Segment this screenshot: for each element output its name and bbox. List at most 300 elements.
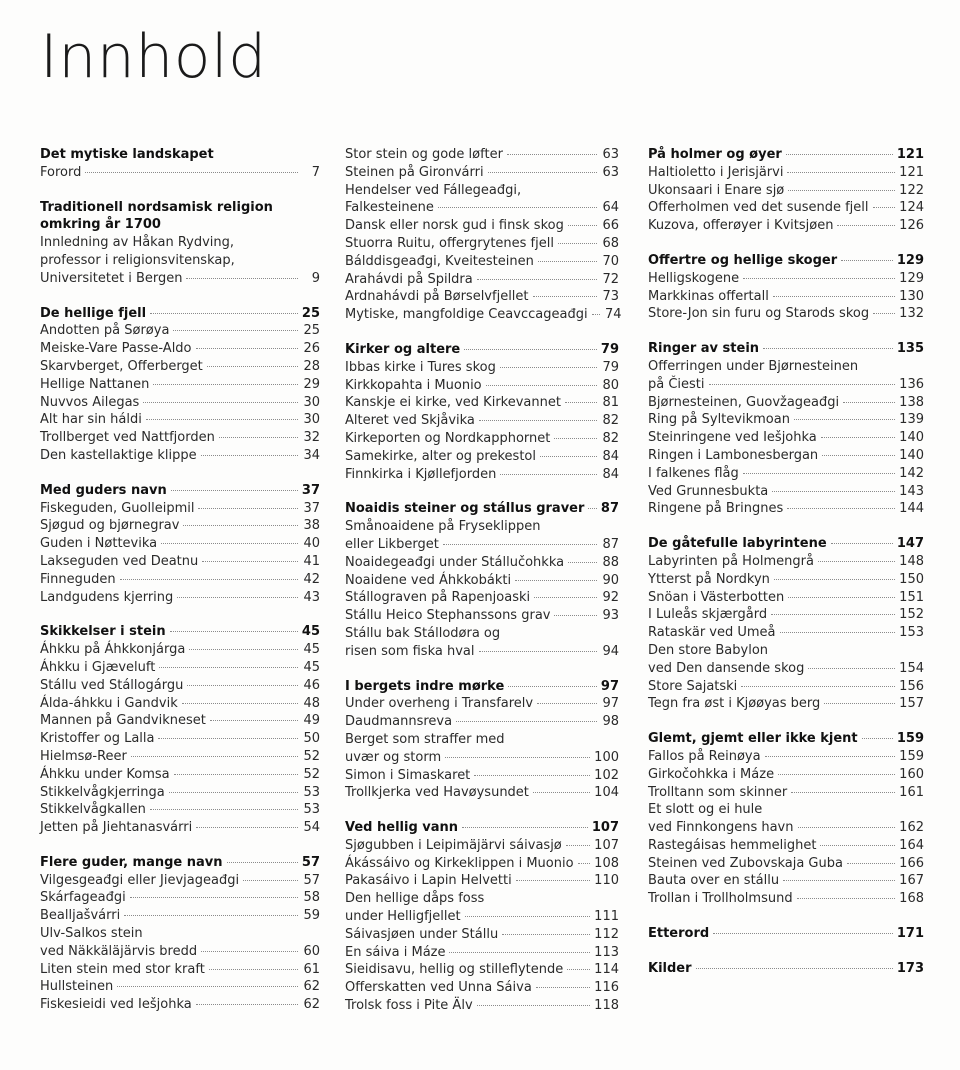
- toc-entry-title: Sáivasjøen under Stállu: [345, 926, 499, 942]
- toc-entry: [40, 978, 320, 996]
- toc-heading: [40, 216, 320, 234]
- toc-entry: [648, 483, 924, 501]
- toc-page-number: 138: [899, 394, 924, 410]
- toc-entry-title: Ulv-Salkos stein: [40, 926, 143, 942]
- dot-leader: [146, 419, 298, 420]
- dot-leader: [488, 172, 597, 173]
- toc-page-number: 122: [899, 182, 924, 198]
- toc-page-number: 110: [594, 873, 619, 889]
- toc-entry: [40, 571, 320, 589]
- toc-entry-title: Ardnahávdi på Børselvfjellet: [345, 289, 529, 305]
- toc-section: [648, 960, 924, 978]
- dot-leader: [196, 1004, 298, 1005]
- dot-leader: [741, 686, 895, 687]
- toc-page-number: 45: [303, 642, 320, 658]
- dot-leader: [831, 543, 893, 544]
- dot-leader: [780, 632, 896, 633]
- toc-heading: [648, 535, 924, 553]
- toc-entry: [345, 890, 619, 908]
- toc-entry-title: Helligskogene: [648, 270, 740, 286]
- toc-entry: [40, 641, 320, 659]
- toc-entry: [648, 376, 924, 394]
- dot-leader: [449, 952, 590, 953]
- dot-leader: [196, 827, 298, 828]
- toc-entry-title: Trollkjerka ved Havøysundet: [345, 785, 529, 801]
- toc-entry: [40, 164, 320, 182]
- toc-page-number: 107: [594, 837, 619, 853]
- toc-entry-title: Flere guder, mange navn: [40, 854, 223, 870]
- toc-page-number: 153: [899, 625, 924, 641]
- dot-leader: [243, 880, 298, 881]
- dot-leader: [537, 703, 597, 704]
- toc-entry-title: Ytterst på Nordkyn: [648, 571, 770, 587]
- toc-entry-title: på Čiesti: [648, 376, 705, 392]
- toc-entry: [345, 944, 619, 962]
- toc-entry-title: Áhkku på Áhkkonjárga: [40, 642, 186, 658]
- toc-page-number: 32: [303, 430, 320, 446]
- toc-entry-title: Hullsteinen: [40, 979, 114, 995]
- toc-entry: [345, 235, 619, 253]
- toc-page-number: 25: [301, 305, 320, 321]
- toc-entry: [40, 889, 320, 907]
- toc-entry: [40, 961, 320, 979]
- toc-page-number: 167: [899, 873, 924, 889]
- toc-entry-title: Trollan i Trollholmsund: [648, 891, 793, 907]
- toc-entry: [648, 642, 924, 660]
- toc-entry-title: Jetten på Jiehtanasvárri: [40, 820, 193, 836]
- toc-page-number: 63: [602, 164, 619, 180]
- dot-leader: [787, 508, 895, 509]
- toc-page-number: 97: [602, 696, 619, 712]
- toc-entry: [648, 465, 924, 483]
- toc-entry-title: ved Den dansende skog: [648, 660, 805, 676]
- dot-leader: [124, 915, 298, 916]
- toc-heading: [40, 199, 320, 217]
- toc-page-number: 61: [303, 961, 320, 977]
- toc-entry-title: Med guders navn: [40, 482, 167, 498]
- toc-entry-title: Kirkkopahta i Muonio: [345, 377, 482, 393]
- toc-page-number: 62: [303, 979, 320, 995]
- toc-page-number: 112: [594, 926, 619, 942]
- toc-entry: [345, 377, 619, 395]
- toc-page-number: 63: [602, 147, 619, 162]
- toc-page-number: 94: [602, 643, 619, 659]
- toc-page-number: 88: [602, 554, 619, 570]
- toc-entry: [648, 164, 924, 182]
- dot-leader: [841, 260, 893, 261]
- toc-page-number: 25: [303, 323, 320, 339]
- toc-page-number: 118: [594, 998, 619, 1014]
- toc-entry: [40, 943, 320, 961]
- toc-entry: [40, 766, 320, 784]
- toc-entry-title: Landgudens kjerring: [40, 589, 174, 605]
- toc-entry: [40, 677, 320, 695]
- toc-entry-title: I falkenes flåg: [648, 465, 739, 481]
- dot-leader: [161, 543, 298, 544]
- toc-section: [648, 340, 924, 518]
- toc-entry: [345, 837, 619, 855]
- toc-entry-title: Innledning av Håkan Rydving,: [40, 235, 235, 251]
- toc-entry-title: Falkesteinene: [345, 200, 434, 216]
- toc-section: [648, 925, 924, 943]
- toc-page-number: 28: [303, 358, 320, 374]
- dot-leader: [788, 597, 895, 598]
- toc-entry-title: Ibbas kirke i Tures skog: [345, 359, 496, 375]
- dot-leader: [873, 207, 896, 208]
- dot-leader: [786, 154, 893, 155]
- toc-entry-title: Forord: [40, 164, 82, 180]
- toc-entry-title: Stállograven på Rapenjoaski: [345, 590, 531, 606]
- toc-page-number: 66: [602, 218, 619, 234]
- toc-section: [40, 305, 320, 465]
- toc-entry-title: Ring på Syltevikmoan: [648, 412, 790, 428]
- toc-page-number: 111: [594, 909, 619, 925]
- toc-entry-title: Traditionell nordsamisk religion: [40, 199, 273, 215]
- toc-entry: [345, 536, 619, 554]
- dot-leader: [186, 278, 298, 279]
- toc-entry: [648, 801, 924, 819]
- toc-page-number: 84: [602, 466, 619, 482]
- toc-entry: [40, 748, 320, 766]
- toc-entry-title: Skarvberget, Offerberget: [40, 358, 203, 374]
- toc-entry: [40, 907, 320, 925]
- toc-entry-title: Meiske-Vare Passe-Aldo: [40, 341, 192, 357]
- toc-page-number: 37: [303, 500, 320, 516]
- toc-page-number: 157: [899, 696, 924, 712]
- toc-entry-title: Dansk eller norsk gud i finsk skog: [345, 218, 564, 234]
- dot-leader: [210, 720, 298, 721]
- dot-leader: [787, 172, 895, 173]
- toc-entry: [40, 517, 320, 535]
- toc-section: [648, 730, 924, 908]
- toc-entry-title: Lakseguden ved Deatnu: [40, 553, 199, 569]
- toc-entry-title: Andotten på Sørøya: [40, 323, 170, 339]
- toc-entry: [40, 376, 320, 394]
- toc-page-number: 62: [303, 997, 320, 1013]
- toc-entry: [648, 305, 924, 323]
- toc-heading: [40, 146, 320, 164]
- toc-heading: [648, 146, 924, 164]
- dot-leader: [515, 580, 597, 581]
- toc-entry-title: Alt har sin háldi: [40, 412, 142, 428]
- dot-leader: [130, 897, 298, 898]
- toc-entry-title: Hielmsø-Reer: [40, 748, 127, 764]
- dot-leader: [765, 756, 896, 757]
- toc-page-number: 87: [602, 536, 619, 552]
- toc-page-number: 87: [600, 501, 619, 517]
- toc-entry-title: Mannen på Gandvikneset: [40, 713, 206, 729]
- toc-entry-title: Et slott og ei hule: [648, 802, 763, 818]
- toc-entry: [648, 624, 924, 642]
- toc-page-number: 34: [303, 447, 320, 463]
- toc-page-number: 150: [899, 571, 924, 587]
- dot-leader: [209, 969, 298, 970]
- dot-leader: [189, 649, 298, 650]
- toc-entry-title: risen som fiska hval: [345, 643, 475, 659]
- toc-entry: [648, 411, 924, 429]
- dot-leader: [201, 455, 298, 456]
- toc-page-number: 7: [311, 164, 320, 180]
- toc-entry: [648, 784, 924, 802]
- dot-leader: [808, 668, 895, 669]
- toc-page-number: 52: [303, 748, 320, 764]
- toc-page-number: 40: [303, 536, 320, 552]
- dot-leader: [824, 703, 895, 704]
- dot-leader: [117, 986, 298, 987]
- toc-page-number: 29: [303, 376, 320, 392]
- toc-page-number: 41: [303, 553, 320, 569]
- toc-page-number: 37: [301, 482, 320, 498]
- toc-heading: [345, 341, 619, 359]
- toc-entry: [345, 979, 619, 997]
- toc-page-number: 50: [303, 731, 320, 747]
- toc-page-number: 104: [594, 785, 619, 801]
- toc-page-number: 82: [602, 413, 619, 429]
- toc-page-number: 166: [899, 855, 924, 871]
- toc-entry: [345, 199, 619, 217]
- dot-leader: [202, 561, 298, 562]
- toc-entry-title: Berget som straffer med: [345, 731, 505, 747]
- toc-page-number: 154: [899, 660, 924, 676]
- toc-entry-title: Skárfageađgi: [40, 890, 126, 906]
- toc-entry-title: Hendelser ved Fállegeađgi,: [345, 182, 522, 198]
- toc-page-number: 45: [301, 624, 320, 640]
- toc-entry: [345, 448, 619, 466]
- toc-page-number: 9: [311, 270, 320, 286]
- toc-entry: [40, 340, 320, 358]
- toc-entry-title: Den store Babylon: [648, 642, 769, 658]
- toc-entry-title: Mytiske, mangfoldige Ceavccageađgi: [345, 307, 588, 323]
- dot-leader: [443, 544, 597, 545]
- dot-leader: [486, 385, 597, 386]
- toc-entry-title: Sjøgud og bjørnegrav: [40, 518, 180, 534]
- toc-entry-title: Det mytiske landskapet: [40, 147, 214, 162]
- toc-entry-title: Noaidene ved Áhkkobákti: [345, 572, 512, 588]
- toc-entry: [648, 553, 924, 571]
- toc-heading: [40, 623, 320, 641]
- toc-page-number: 30: [303, 394, 320, 410]
- toc-entry-title: Haltioletto i Jerisjärvi: [648, 164, 784, 180]
- toc-page-number: 45: [303, 659, 320, 675]
- toc-entry-title: Stállu ved Stállogárgu: [40, 677, 184, 693]
- toc-entry: [40, 801, 320, 819]
- toc-page-number: 74: [605, 307, 622, 323]
- toc-entry: [345, 359, 619, 377]
- toc-entry: [648, 571, 924, 589]
- dot-leader: [219, 437, 298, 438]
- dot-leader: [170, 631, 298, 632]
- toc-entry-title: Trollberget ved Nattfjorden: [40, 430, 215, 446]
- toc-page-number: 159: [896, 731, 924, 747]
- toc-page-number: 139: [899, 412, 924, 428]
- dot-leader: [783, 880, 895, 881]
- dot-leader: [474, 775, 590, 776]
- toc-entry-title: Kirker og altere: [345, 341, 461, 357]
- toc-section: [345, 341, 619, 483]
- page-title: Innhold: [40, 22, 267, 92]
- toc-entry: [345, 784, 619, 802]
- toc-page-number: 140: [899, 447, 924, 463]
- toc-page-number: 173: [896, 960, 924, 976]
- toc-page-number: 81: [602, 395, 619, 411]
- toc-page-number: 142: [899, 465, 924, 481]
- dot-leader: [159, 667, 298, 668]
- toc-entry-title: Snöan i Västerbotten: [648, 589, 785, 605]
- toc-entry-title: Finneguden: [40, 571, 116, 587]
- dot-leader: [500, 474, 597, 475]
- toc-page-number: 38: [303, 518, 320, 534]
- toc-entry: [345, 713, 619, 731]
- toc-entry: [345, 164, 619, 182]
- dot-leader: [177, 597, 298, 598]
- toc-entry: [648, 660, 924, 678]
- toc-page-number: 59: [303, 908, 320, 924]
- dot-leader: [788, 190, 895, 191]
- toc-entry: [345, 731, 619, 749]
- dot-leader: [85, 172, 298, 173]
- dot-leader: [554, 615, 597, 616]
- toc-page-number: 79: [600, 341, 619, 357]
- toc-entry-title: Den hellige dåps foss: [345, 891, 485, 907]
- dot-leader: [837, 225, 895, 226]
- toc-section: [648, 535, 924, 713]
- toc-page-number: 135: [896, 341, 924, 357]
- toc-entry: [648, 695, 924, 713]
- toc-entry: [648, 270, 924, 288]
- toc-page-number: 49: [303, 713, 320, 729]
- toc-entry-title: Alteret ved Skjåvika: [345, 413, 475, 429]
- toc-entry-title: De gåtefulle labyrintene: [648, 536, 827, 552]
- toc-entry: [40, 252, 320, 270]
- toc-heading: [40, 305, 320, 323]
- dot-leader: [533, 792, 590, 793]
- dot-leader: [174, 774, 298, 775]
- toc-entry-title: Stállu bak Stállodøra og: [345, 625, 501, 641]
- toc-entry: [648, 766, 924, 784]
- toc-entry-title: En sáiva i Máze: [345, 944, 446, 960]
- toc-page-number: 147: [896, 536, 924, 552]
- toc-entry: [345, 872, 619, 890]
- toc-entry: [40, 996, 320, 1014]
- toc-entry: [40, 553, 320, 571]
- toc-entry: [40, 589, 320, 607]
- toc-entry-title: Vilgesgeađgi eller Jievjageađgi: [40, 872, 240, 888]
- toc-entry-title: Offerskatten ved Unna Sáiva: [345, 980, 532, 996]
- toc-entry: [648, 819, 924, 837]
- toc-entry-title: Ved hellig vann: [345, 820, 459, 836]
- toc-entry: [648, 182, 924, 200]
- dot-leader: [479, 651, 598, 652]
- toc-entry-title: Kristoffer og Lalla: [40, 731, 155, 747]
- toc-entry-title: Steinringene ved Iešjohka: [648, 430, 817, 446]
- toc-entry: [648, 678, 924, 696]
- toc-page-number: 64: [602, 200, 619, 216]
- dot-leader: [713, 933, 893, 934]
- toc-entry-title: Álda-áhkku i Gandvik: [40, 695, 178, 711]
- toc-page-number: 82: [602, 430, 619, 446]
- toc-entry-title: Bjørnesteinen, Guovžageađgi: [648, 394, 840, 410]
- toc-page-number: 54: [303, 820, 320, 836]
- toc-heading: [648, 925, 924, 943]
- toc-entry: [648, 288, 924, 306]
- dot-leader: [797, 898, 896, 899]
- dot-leader: [568, 225, 597, 226]
- toc-page-number: 160: [899, 766, 924, 782]
- toc-page-number: 57: [301, 854, 320, 870]
- toc-entry: [648, 606, 924, 624]
- toc-entry-title: Stuorra Ruitu, offergrytenes fjell: [345, 235, 554, 251]
- toc-page-number: 132: [899, 306, 924, 322]
- dot-leader: [791, 792, 895, 793]
- toc-entry-title: under Helligfjellet: [345, 909, 461, 925]
- dot-leader: [150, 809, 298, 810]
- toc-entry-title: Sieidisavu, hellig og stilleflytende: [345, 962, 564, 978]
- toc-section: [648, 146, 924, 235]
- toc-entry-title: Trolltann som skinner: [648, 784, 788, 800]
- toc-page-number: 144: [899, 501, 924, 517]
- toc-entry-title: Arahávdi på Spildra: [345, 271, 473, 287]
- toc-entry: [345, 961, 619, 979]
- dot-leader: [774, 579, 895, 580]
- toc-page-number: 114: [594, 962, 619, 978]
- toc-entry-title: uvær og storm: [345, 749, 442, 765]
- toc-entry: [40, 411, 320, 429]
- toc-entry-title: Ringen i Lambonesbergan: [648, 447, 819, 463]
- dot-leader: [477, 1005, 591, 1006]
- toc-page-number: 60: [303, 943, 320, 959]
- toc-column-3: [648, 146, 924, 995]
- dot-leader: [169, 792, 298, 793]
- toc-page-number: 98: [602, 714, 619, 730]
- toc-entry: [345, 412, 619, 430]
- dot-leader: [533, 296, 597, 297]
- toc-entry-title: Hellige Nattanen: [40, 376, 150, 392]
- dot-leader: [173, 330, 298, 331]
- toc-page-number: 102: [594, 767, 619, 783]
- toc-entry-title: Ringene på Bringnes: [648, 501, 784, 517]
- toc-page-number: 148: [899, 553, 924, 569]
- toc-entry: [345, 749, 619, 767]
- toc-page-number: 129: [896, 252, 924, 268]
- toc-entry: [345, 767, 619, 785]
- toc-entry: [345, 607, 619, 625]
- toc-entry-title: Skikkelser i stein: [40, 624, 166, 640]
- dot-leader: [171, 490, 298, 491]
- toc-entry: [345, 855, 619, 873]
- toc-entry: [345, 554, 619, 572]
- toc-entry-title: Rastegáisas hemmelighet: [648, 837, 817, 853]
- toc-entry: [345, 182, 619, 200]
- toc-section: [345, 500, 619, 660]
- toc-entry-title: Liten stein med stor kraft: [40, 961, 205, 977]
- dot-leader: [464, 349, 597, 350]
- dot-leader: [778, 774, 895, 775]
- toc-page-number: 168: [899, 891, 924, 907]
- toc-page-number: 68: [602, 235, 619, 251]
- toc-section: [345, 146, 622, 324]
- toc-page-number: 42: [303, 571, 320, 587]
- toc-entry-title: Áhkku i Gjæveluft: [40, 659, 156, 675]
- toc-entry: [345, 146, 619, 164]
- toc-entry: [40, 730, 320, 748]
- toc-entry: [648, 890, 924, 908]
- toc-entry-title: Offerringen under Bjørnesteinen: [648, 358, 859, 374]
- dot-leader: [227, 862, 298, 863]
- toc-page-number: 93: [602, 608, 619, 624]
- dot-leader: [567, 969, 590, 970]
- toc-entry-title: Store Sajatski: [648, 678, 738, 694]
- dot-leader: [540, 456, 597, 457]
